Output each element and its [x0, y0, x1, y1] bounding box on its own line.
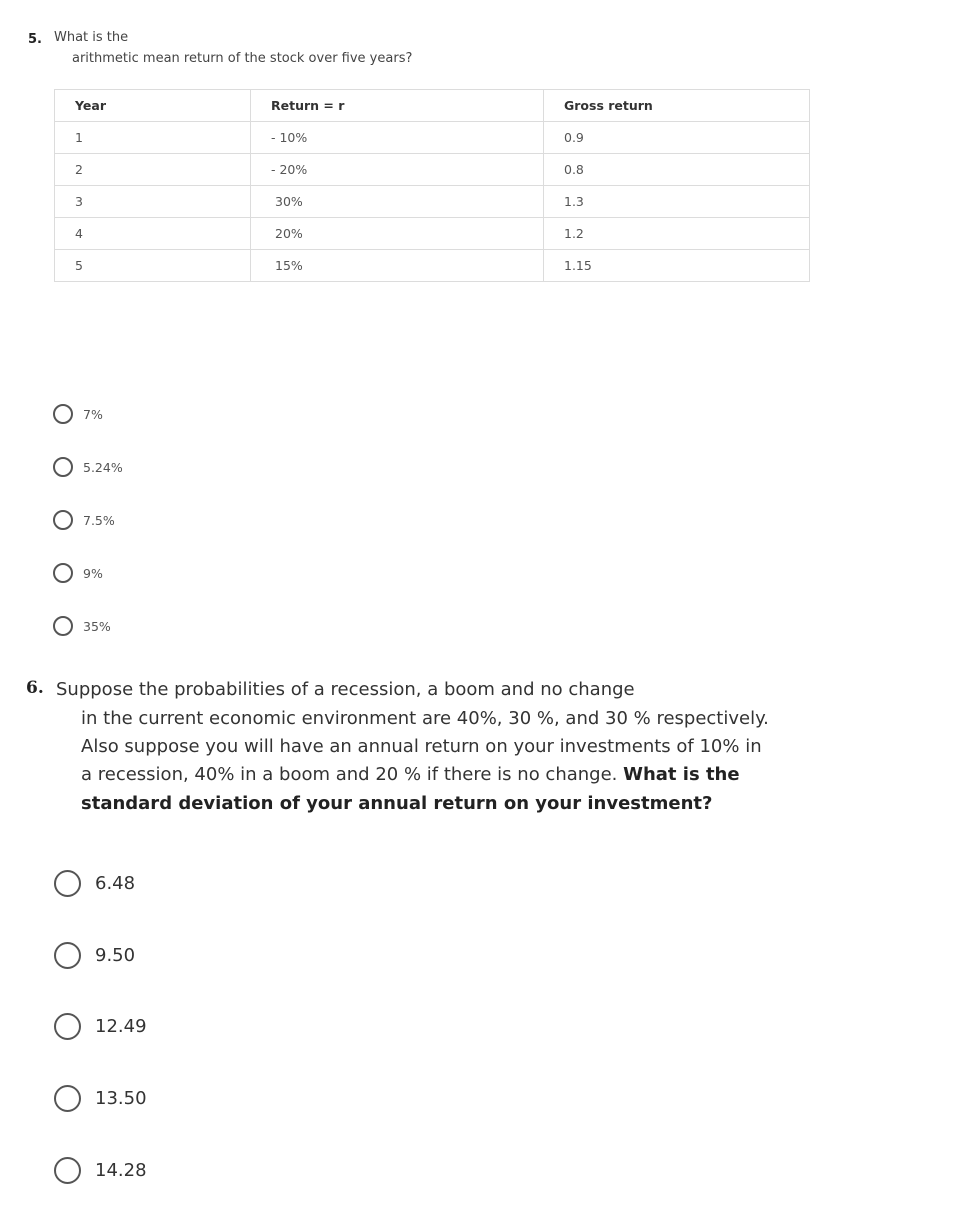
cell-return: 30% — [251, 186, 544, 218]
question-6-text-line-1: Suppose the probabilities of a recession, a boom and no change — [56, 679, 635, 700]
q5-option-label: 5.24% — [83, 459, 123, 475]
q5-option-label: 7.5% — [83, 512, 115, 528]
radio-button[interactable] — [54, 1157, 81, 1184]
radio-button[interactable] — [53, 457, 73, 477]
q6-option[interactable] — [54, 870, 135, 897]
table-row — [55, 122, 810, 154]
question-6-number: 6. — [26, 678, 44, 698]
cell-return: 20% — [251, 218, 544, 250]
radio-button[interactable] — [54, 1085, 81, 1112]
header-gross-return: Gross return — [544, 90, 810, 122]
table-row — [55, 250, 810, 282]
q5-option-label: 9% — [83, 565, 103, 581]
cell-year: 3 — [55, 186, 251, 218]
radio-button[interactable] — [53, 616, 73, 636]
cell-gross-return: 0.8 — [544, 154, 810, 186]
cell-return: - 20% — [251, 154, 544, 186]
table-row — [55, 218, 810, 250]
radio-button[interactable] — [54, 942, 81, 969]
radio-button[interactable] — [53, 563, 73, 583]
question-5-text-line-1: What is the — [54, 30, 129, 45]
cell-return: 15% — [251, 250, 544, 282]
q5-option[interactable] — [53, 563, 103, 583]
q5-option-label: 7% — [83, 406, 103, 422]
question-6-text-line-5 — [81, 793, 712, 814]
q6-option-label: 14.28 — [95, 1160, 147, 1181]
returns-table — [54, 89, 810, 282]
radio-button[interactable] — [53, 510, 73, 530]
q5-option-label: 35% — [83, 618, 111, 634]
cell-gross-return: 1.15 — [544, 250, 810, 282]
cell-year: 1 — [55, 122, 251, 154]
question-6-text-line-2: in the current economic environment are 40%, 30 %, and 30 % respectively. — [81, 708, 769, 729]
question-5-number: 5. — [28, 32, 42, 47]
q6-option[interactable] — [54, 942, 135, 969]
question-6-text-line-5-bold: standard deviation of your annual return on your investment? — [81, 793, 713, 814]
cell-gross-return: 1.3 — [544, 186, 810, 218]
q6-option-label: 12.49 — [95, 1016, 147, 1037]
q6-option-label: 13.50 — [95, 1088, 147, 1109]
q5-option[interactable] — [53, 404, 103, 424]
question-6-text-line-3: Also suppose you will have an annual return on your investments of 10% in — [81, 736, 762, 757]
cell-return: - 10% — [251, 122, 544, 154]
q5-option[interactable] — [53, 457, 123, 477]
cell-year: 5 — [55, 250, 251, 282]
header-return: Return = r — [251, 90, 544, 122]
q6-option[interactable] — [54, 1157, 147, 1184]
q6-option[interactable] — [54, 1013, 147, 1040]
q5-option[interactable] — [53, 510, 115, 530]
cell-gross-return: 1.2 — [544, 218, 810, 250]
cell-year: 4 — [55, 218, 251, 250]
question-6-text-line-4-bold: What is the — [623, 764, 740, 785]
question-6-text-line-4-plain: a recession, 40% in a boom and 20 % if there is no change. — [81, 764, 624, 785]
cell-year: 2 — [55, 154, 251, 186]
table-header-row — [55, 90, 810, 122]
radio-button[interactable] — [53, 404, 73, 424]
q6-option-label: 6.48 — [95, 873, 136, 894]
q6-option-label: 9.50 — [95, 945, 136, 966]
header-year: Year — [55, 90, 251, 122]
cell-gross-return: 0.9 — [544, 122, 810, 154]
question-5-text-line-2: arithmetic mean return of the stock over five years? — [72, 51, 413, 66]
table-row — [55, 154, 810, 186]
q5-option[interactable] — [53, 616, 111, 636]
question-6-text-line-4 — [81, 764, 740, 785]
q6-option[interactable] — [54, 1085, 147, 1112]
radio-button[interactable] — [54, 870, 81, 897]
table-row — [55, 186, 810, 218]
radio-button[interactable] — [54, 1013, 81, 1040]
